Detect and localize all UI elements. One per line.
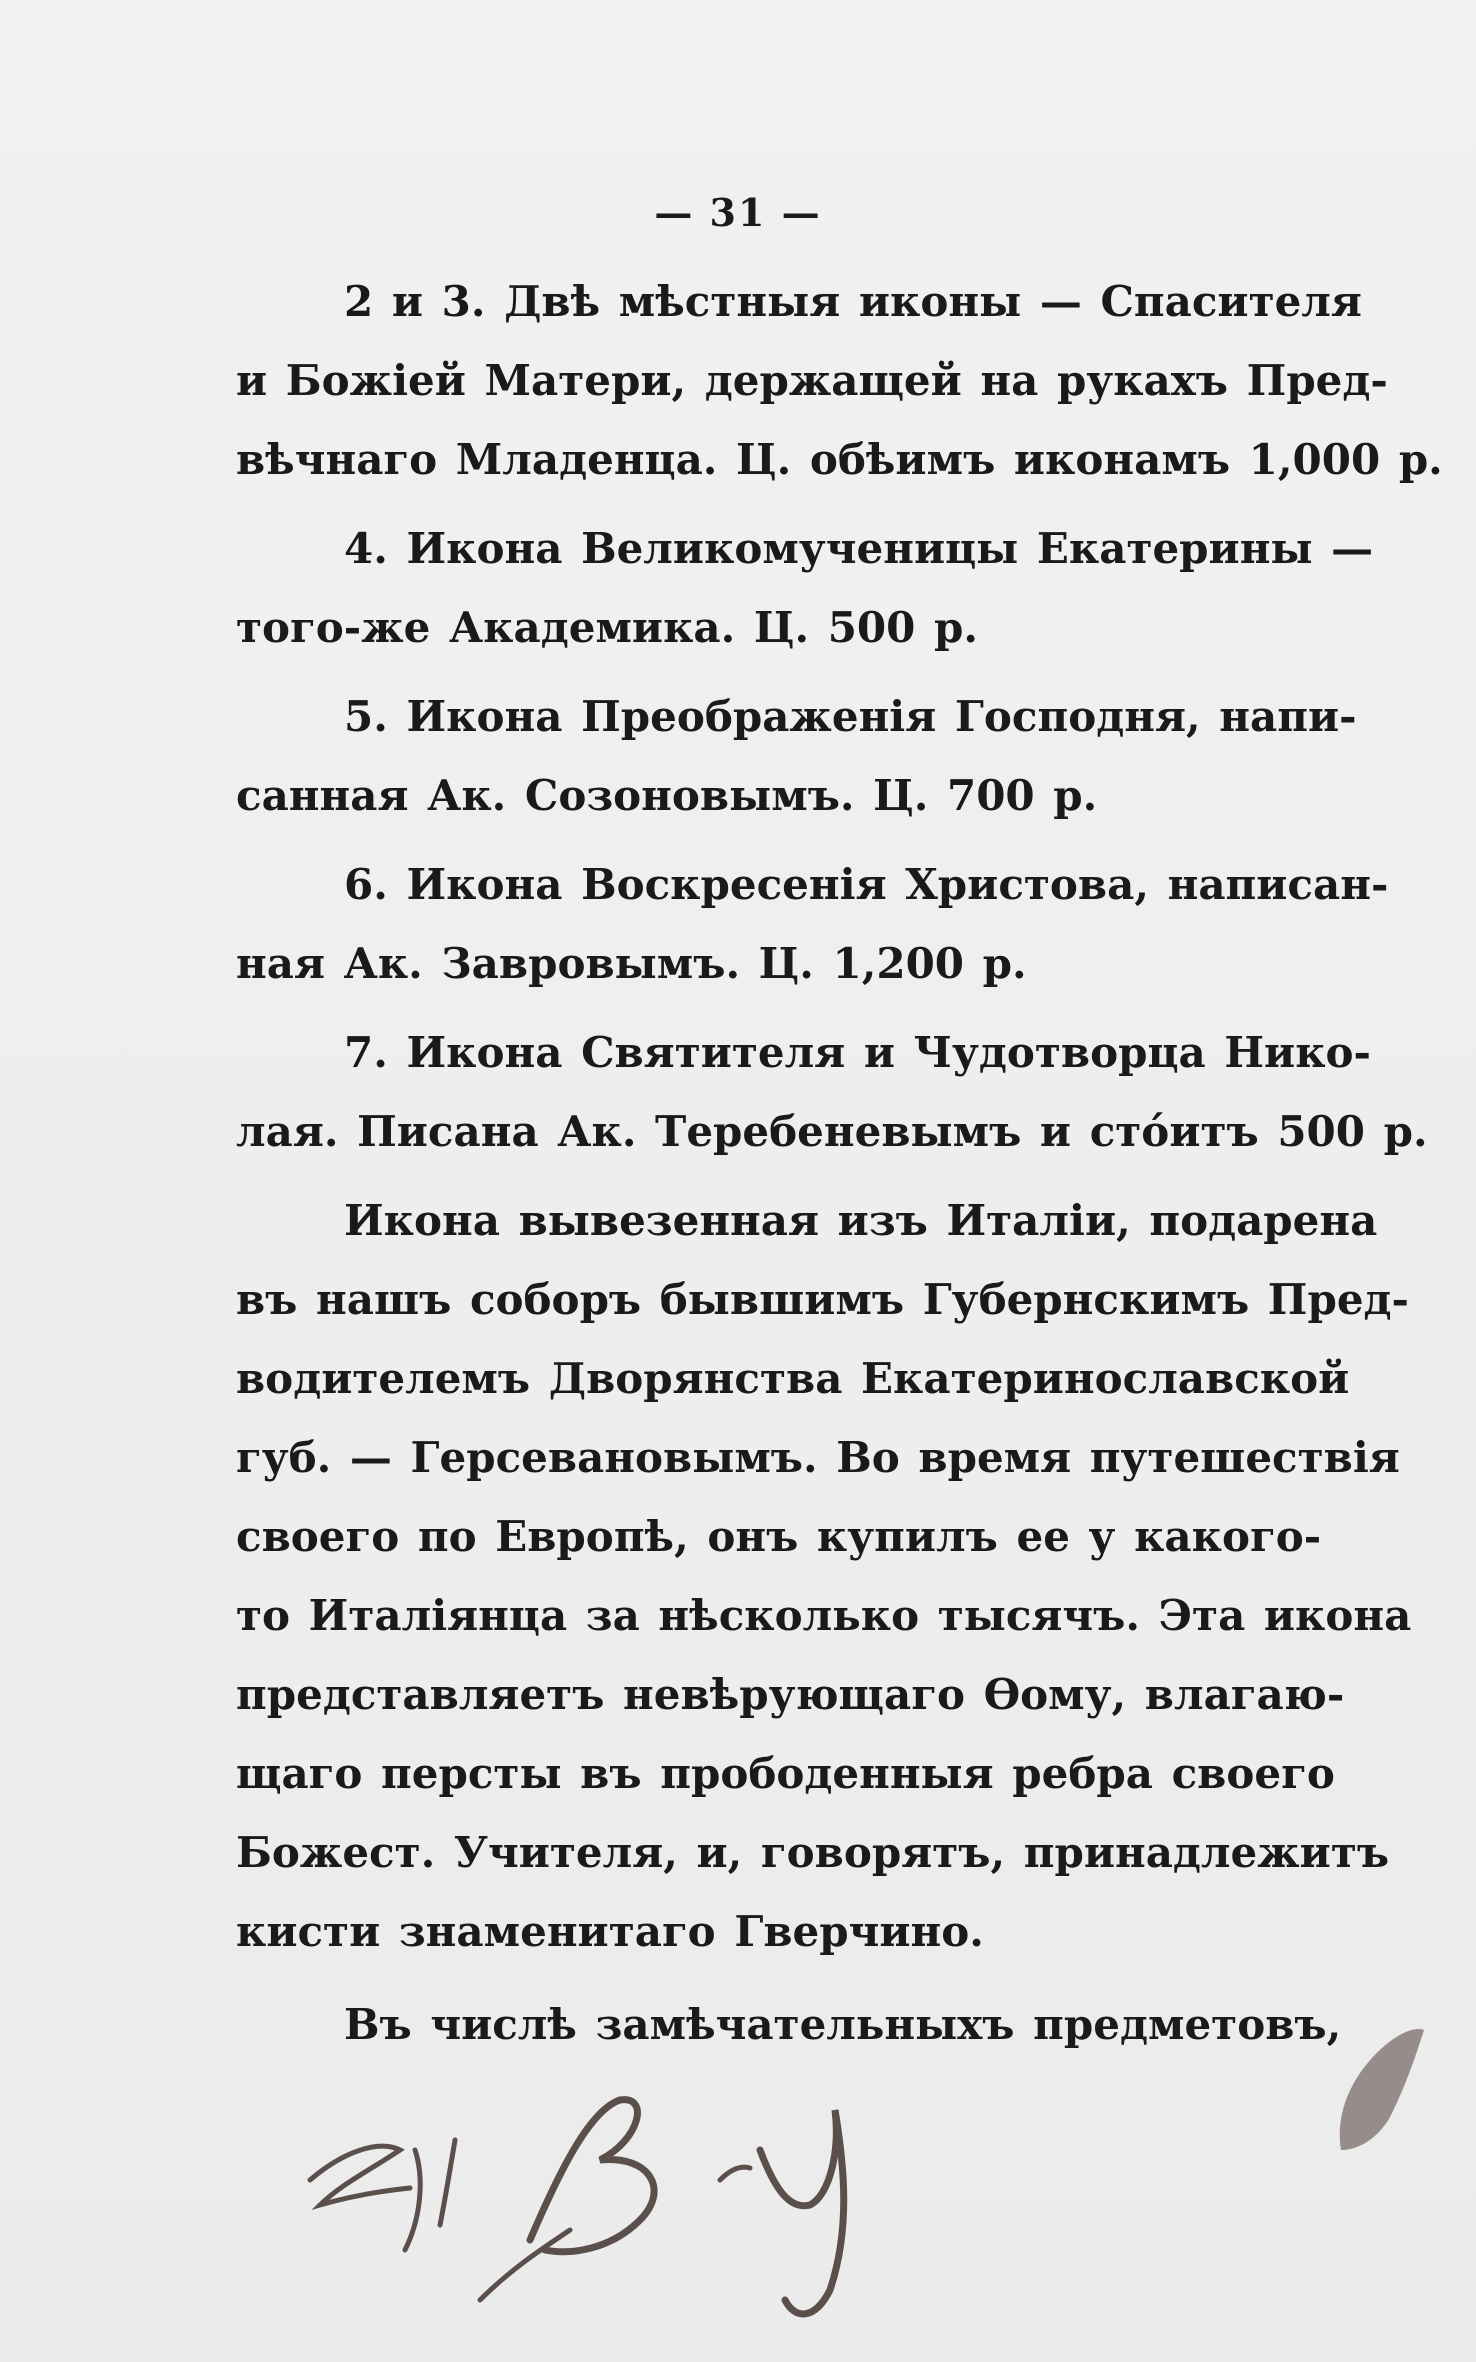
pencil-smudge-mark [1316, 2010, 1436, 2160]
body-text [128, 262, 1443, 2064]
text-line: и Божіей Матери, держащей на рукахъ Пред- [236, 356, 1388, 405]
text-line: Въ числѣ замѣчательныхъ предметовъ, [344, 2000, 1342, 2049]
paragraph-icon-7 [128, 1013, 1428, 1171]
text-line: ная Ак. Завровымъ. Ц. 1,200 р. [236, 939, 1027, 988]
text-line: 6. Икона Воскресенія Христова, написан- [344, 860, 1389, 909]
page-number: — 31 — [654, 190, 822, 235]
text-line: Божест. Учителя, и, говорятъ, принадлежитъ [236, 1828, 1390, 1877]
paragraph-icon-6 [128, 845, 1389, 1003]
text-line: представляетъ невѣрующаго Ѳому, влагаю- [236, 1670, 1345, 1719]
text-line: щаго персты въ прободенныя ребра своего [236, 1749, 1335, 1798]
handwritten-signature-marks [290, 2000, 1420, 2330]
text-line: 4. Икона Великомученицы Екатерины — [344, 524, 1374, 573]
text-line: кисти знаменитаго Гверчино. [236, 1907, 984, 1956]
text-line: вѣчнаго Младенца. Ц. обѣимъ иконамъ 1,000 р. [236, 435, 1443, 484]
paragraph-icons-2-3 [128, 262, 1443, 499]
text-line: 7. Икона Святителя и Чудотворца Нико- [344, 1028, 1371, 1077]
text-line: своего по Европѣ, онъ купилъ ее у какого- [236, 1512, 1322, 1561]
text-line: губ. — Герсевановымъ. Во время путешествія [236, 1433, 1400, 1482]
text-line: 2 и 3. Двѣ мѣстныя иконы — Спасителя [344, 277, 1362, 326]
text-line: того-же Академика. Ц. 500 р. [236, 603, 978, 652]
text-line: въ нашъ соборъ бывшимъ Губернскимъ Пред- [236, 1275, 1409, 1324]
text-line: 5. Икона Преображенія Господня, напи- [344, 692, 1357, 741]
text-line: санная Ак. Созоновымъ. Ц. 700 р. [236, 771, 1098, 820]
paragraph-italian-icon [128, 1181, 1412, 1971]
text-line: Икона вывезенная изъ Италіи, подарена [344, 1196, 1378, 1245]
text-line: водителемъ Дворянства Екатеринославской [236, 1354, 1350, 1403]
paragraph-icon-4 [128, 509, 1374, 667]
paragraph-icon-5 [128, 677, 1357, 835]
text-line: то Италіянца за нѣсколько тысячъ. Эта икона [236, 1591, 1412, 1640]
text-line: лая. Писана Ак. Теребеневымъ и стóитъ 500 р. [236, 1107, 1428, 1156]
